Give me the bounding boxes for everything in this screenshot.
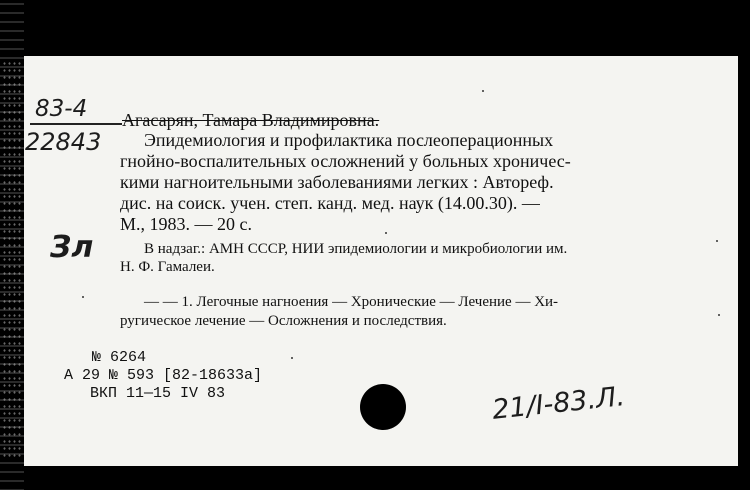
dust-speck	[82, 296, 84, 298]
title-line-4: дис. на соиск. учен. степ. канд. мед. наук (14.00.30). —	[120, 193, 540, 213]
subject-line-2: ругическое лечение — Осложнения и последствия.	[120, 313, 447, 329]
subject-line-1: — — 1. Легочные нагноения — Хронические — Лечение — Хи-	[144, 294, 559, 310]
scanner-edge-noise	[2, 60, 22, 460]
dust-speck	[482, 90, 484, 92]
punched-hole	[360, 384, 406, 430]
supervision-line-1: В надзаг.: АМН СССР, НИИ эпидемиологии и микробиологии им.	[144, 241, 568, 257]
call-number-divider	[30, 123, 122, 125]
scanner-right-edge	[738, 48, 750, 478]
handwritten-margin-mark: Зл	[50, 230, 94, 265]
title-line-5: М., 1983. — 20 с.	[120, 214, 252, 234]
dust-speck	[291, 357, 293, 359]
number-line: № 6264	[92, 349, 147, 366]
handwritten-date-mark: 21/I-83.Л.	[490, 381, 627, 426]
title-line-2: гнойно-воспалительных осложнений у больных хроничес-	[120, 151, 571, 171]
vkp-line: ВКП 11—15 IV 83	[90, 385, 226, 402]
supervision-line-2: Н. Ф. Гамалеи.	[120, 259, 215, 275]
title-line-1: Эпидемиология и профилактика послеоперационных	[144, 130, 554, 150]
dust-speck	[716, 240, 718, 242]
dust-speck	[385, 232, 387, 234]
title-line-3: кими нагноительными заболеваниями легких : Автореф.	[120, 172, 554, 192]
call-number-bottom: 22843	[25, 128, 102, 156]
dust-speck	[718, 314, 720, 316]
series-line: А 29 № 593 [82-18633а]	[64, 367, 263, 384]
author-heading: Агасарян, Тамара Владимировна.	[122, 110, 380, 130]
call-number-top: 83-4	[35, 96, 88, 122]
